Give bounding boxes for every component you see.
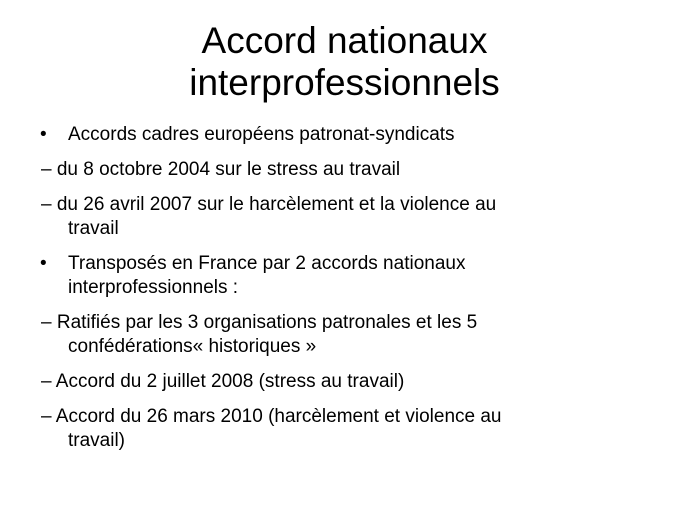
bullet-marker: • (40, 253, 47, 274)
slide-title-line-2: interprofessionnels (189, 62, 500, 103)
bullet-marker: • (40, 124, 47, 145)
list-item-text-continuation: travail (68, 218, 119, 239)
list-item-text: – Accord du 26 mars 2010 (harcèlement et violence au (41, 406, 502, 427)
list-item (0, 123, 689, 147)
bullet-list (0, 123, 689, 464)
list-item-text: – du 26 avril 2007 sur le harcèlement et la violence au (41, 194, 497, 215)
slide-title (0, 20, 689, 104)
list-item-text: – Ratifiés par les 3 organisations patronales et les 5 (41, 312, 478, 333)
slide-title-line-1: Accord nationaux (201, 20, 488, 61)
list-item-text: – du 8 octobre 2004 sur le stress au travail (41, 159, 401, 180)
list-item-text: Transposés en France par 2 accords nationaux (68, 253, 466, 274)
list-item-text-continuation: confédérations« historiques » (68, 336, 317, 357)
list-item-text: – Accord du 2 juillet 2008 (stress au travail) (41, 371, 405, 392)
list-item (0, 405, 689, 453)
list-item (0, 311, 689, 359)
list-item (0, 370, 689, 394)
list-item-text-continuation: travail) (68, 430, 126, 451)
list-item-text-continuation: interprofessionnels : (68, 277, 239, 298)
list-item (0, 158, 689, 182)
list-item (0, 252, 689, 300)
list-item-text: Accords cadres européens patronat-syndicats (68, 124, 455, 145)
list-item (0, 193, 689, 241)
